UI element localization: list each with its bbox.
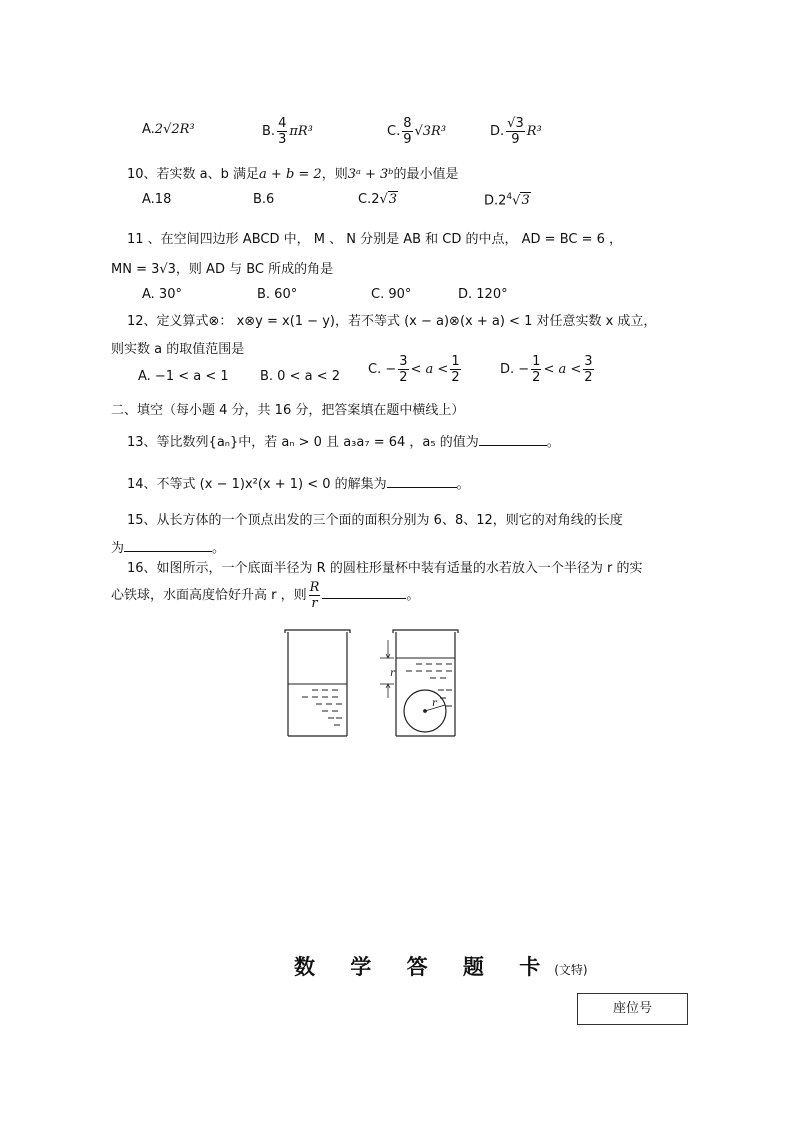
cup-after [380, 630, 458, 736]
water-dashes-before [302, 690, 342, 725]
q16-line2: 心铁球，水面高度恰好升高 r ，则 $\frac{R}{r}$ 。 [111, 580, 420, 611]
q15-answer-blank[interactable] [124, 539, 212, 552]
q15-line2: 为 。 [111, 541, 226, 556]
cups-figure [280, 628, 470, 740]
q12-line2: 则实数 a 的取值范围是 [111, 342, 245, 357]
q11-option-a: A. 30° [142, 287, 182, 302]
cup-before [285, 630, 350, 736]
q15-line1: 15、从长方体的一个顶点出发的三个面的面积分别为 6、8、12，则它的对角线的长度 [127, 513, 623, 528]
q9-option-b: B. $\frac{4}{3}$ πR³ [262, 116, 313, 147]
q9-option-a: A.2√2R³ [142, 122, 195, 137]
answer-card-title: 数 学 答 题 卡(文特) [294, 955, 588, 979]
q11-option-c: C. 90° [371, 287, 412, 302]
q11-option-d: D. 120° [458, 287, 508, 302]
q11-line2: MN = 3√3，则 AD 与 BC 所成的角是 [111, 262, 334, 277]
q11-option-b: B. 60° [257, 287, 298, 302]
q11-line1: 11 、在空间四边形 ABCD 中， M 、 N 分别是 AB 和 CD 的中点， AD = BC = 6 ， [127, 232, 623, 247]
q10-stem: 10、若实数 a、b 满足a + b = 2，则3ᵃ + 3ᵇ的最小值是 [127, 167, 459, 182]
water-dashes-after [406, 664, 452, 706]
q12-line1: 12、定义算式⊗： x⊗y = x(1 − y)，若不等式 (x − a)⊗(x + a) < 1 对任意实数 x 成立， [127, 314, 657, 329]
q12-option-c: C. − $\frac{3}{2}$ < a < $\frac{1}{2}$ [368, 354, 460, 385]
q13-answer-blank[interactable] [479, 433, 547, 446]
q10-option-a: A.18 [142, 192, 172, 207]
q16-answer-blank[interactable] [322, 586, 406, 599]
q14: 14、不等式 (x − 1)x²(x + 1) < 0 的解集为 。 [127, 477, 470, 492]
q13: 13、等比数列{aₙ}中，若 aₙ > 0 且 a₃a₇ = 64 ，a₅ 的值为 。 [127, 435, 560, 450]
q10-option-b: B.6 [253, 192, 275, 207]
q10-option-c: C.2√3 [358, 192, 398, 207]
q9-options [142, 116, 572, 152]
q12-option-a: A. −1 < a < 1 [138, 369, 229, 384]
q10-option-d: $D.2^4√3$ [484, 192, 530, 209]
section-heading: 二、填空（每小题 4 分，共 16 分，把答案填在题中横线上） [111, 403, 465, 418]
figure-r-label-top: r [390, 668, 395, 679]
q9-option-c: C. $\frac{8}{9}$ √3R³ [387, 116, 447, 147]
q12-option-d: D. − $\frac{1}{2}$ < a < $\frac{3}{2}$ [500, 354, 593, 385]
q16-line1: 16、如图所示，一个底面半径为 R 的圆柱形量杯中装有适量的水若放入一个半径为 r 的实 [127, 561, 643, 576]
q12-option-b: B. 0 < a < 2 [260, 369, 341, 384]
figure-r-label-ball: r [432, 698, 437, 709]
seat-number-box[interactable]: 座位号 [577, 993, 688, 1025]
q14-answer-blank[interactable] [387, 475, 457, 488]
q9-option-d: D. $\frac{√3}{9}$ R³ [490, 116, 542, 147]
